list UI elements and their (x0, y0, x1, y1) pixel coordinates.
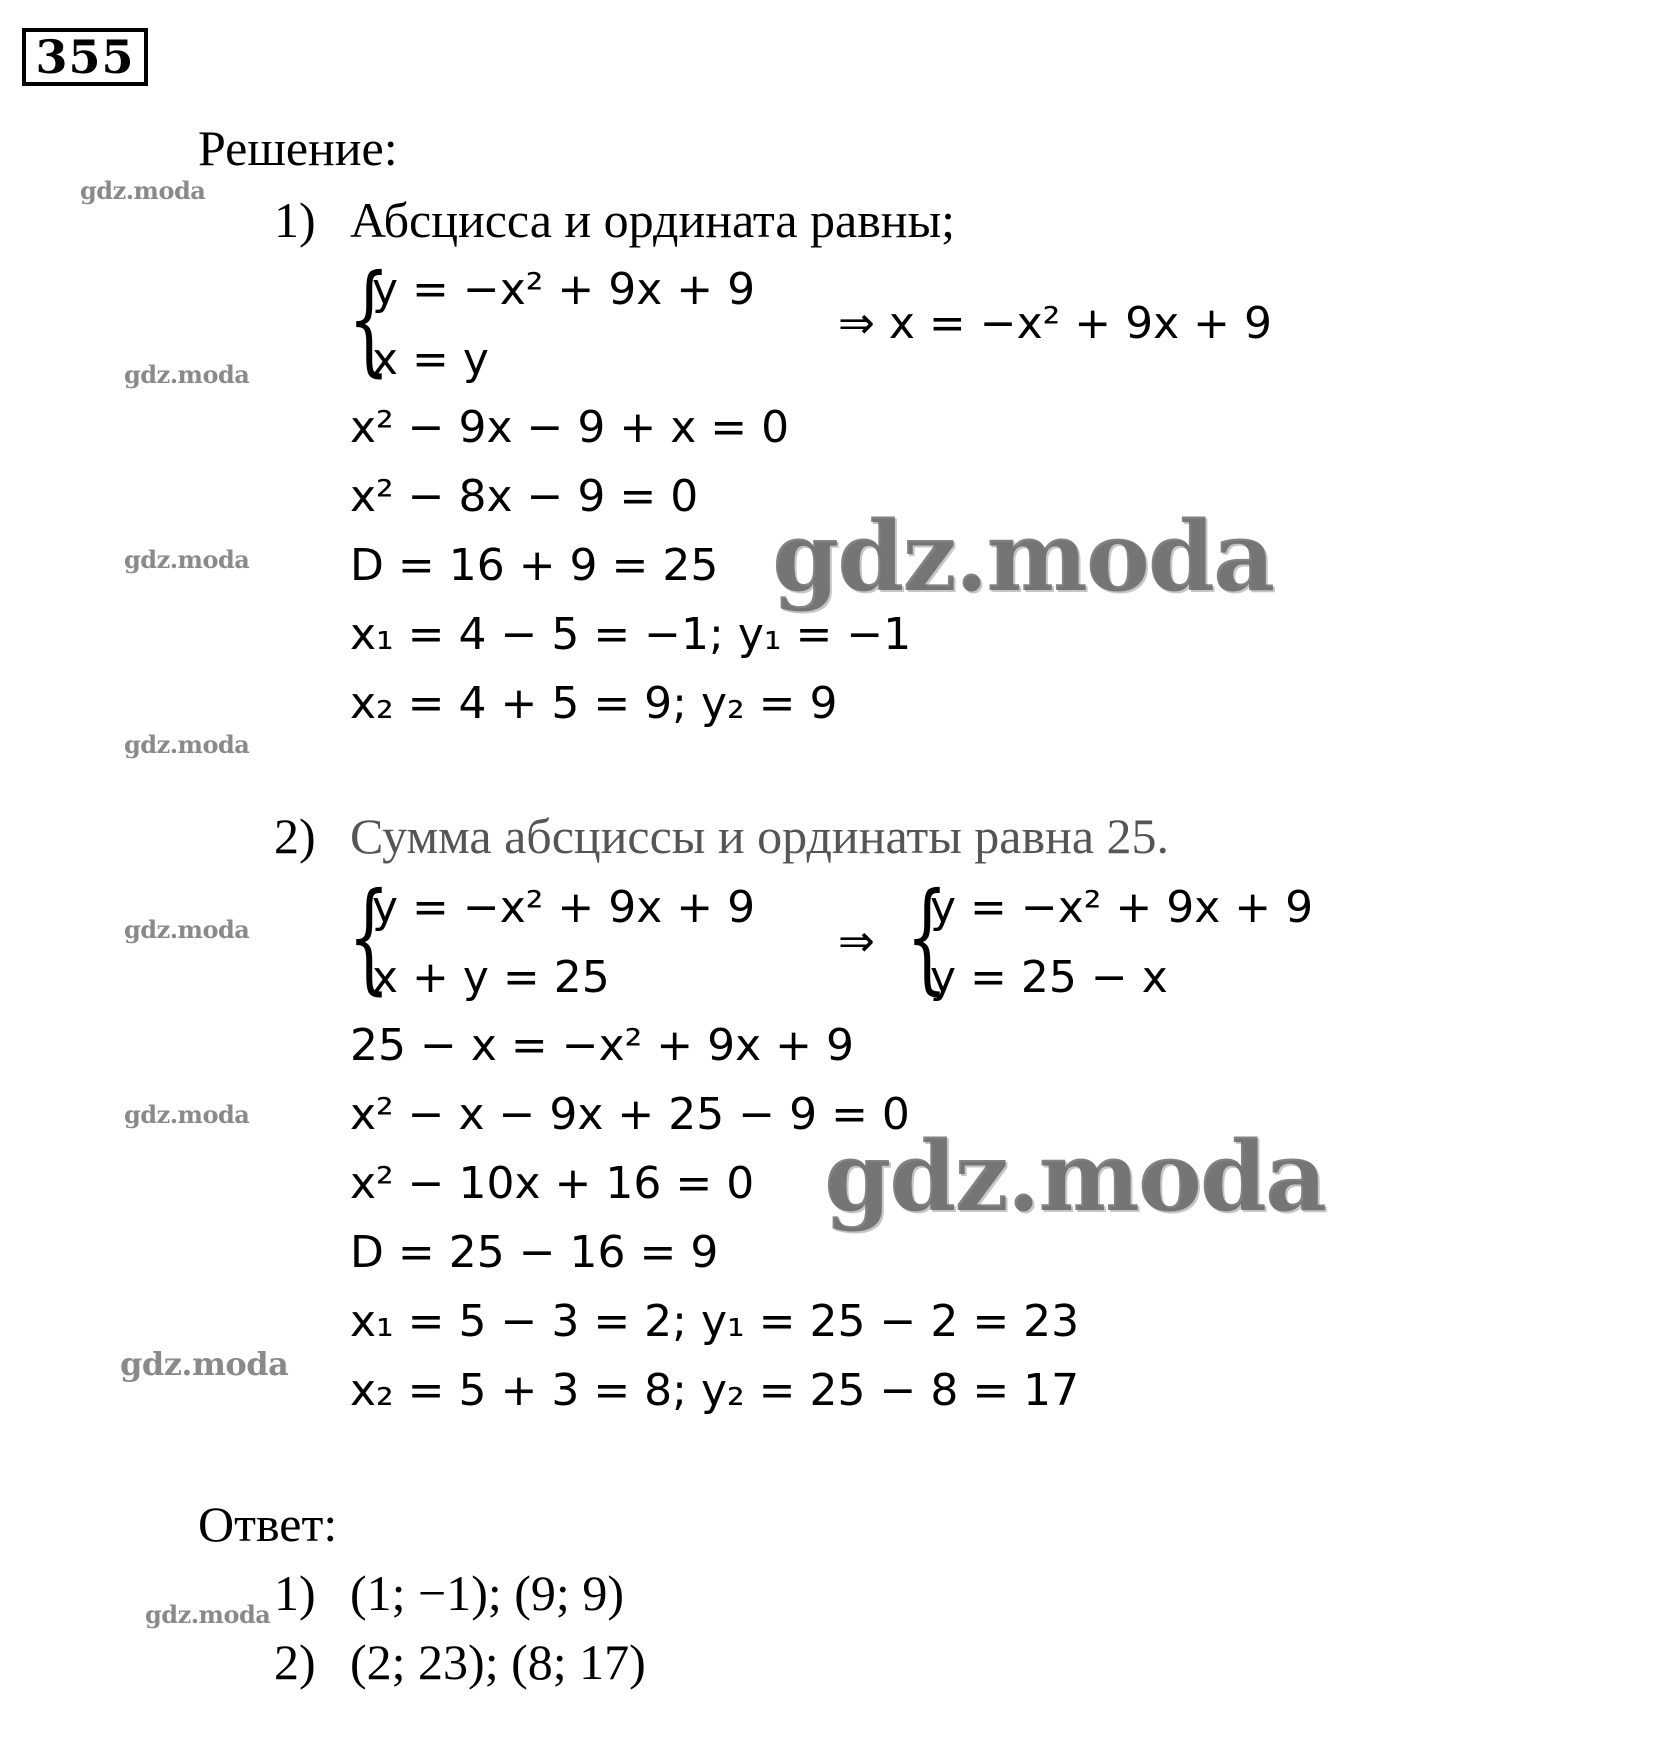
part2-system-eq2: x + y = 25 (372, 952, 610, 1003)
system-brace: { (906, 868, 948, 1007)
part2-system-eq1: y = −x² + 9x + 9 (372, 882, 756, 933)
part2-root2: x₂ = 5 + 3 = 8; y₂ = 25 − 8 = 17 (350, 1365, 1080, 1416)
problem-number: 355 (22, 28, 148, 86)
part2-discriminant: D = 25 − 16 = 9 (350, 1227, 719, 1278)
part1-implies: ⇒ x = −x² + 9x + 9 (838, 298, 1272, 349)
answer-heading: Ответ: (198, 1496, 338, 1552)
part2-root1: x₁ = 5 − 3 = 2; y₁ = 25 − 2 = 23 (350, 1296, 1080, 1347)
answer-item-text: (1; −1); (9; 9) (350, 1565, 624, 1621)
part2-implies: ⇒ (838, 916, 875, 967)
watermark-large: gdz.moda (772, 500, 1274, 613)
watermark: gdz.moda (124, 730, 250, 759)
part1-root1: x₁ = 4 − 5 = −1; y₁ = −1 (350, 609, 912, 660)
part1-step2: x² − 8x − 9 = 0 (350, 471, 699, 522)
part1-system-eq1: y = −x² + 9x + 9 (372, 264, 756, 315)
part2-step3: x² − 10x + 16 = 0 (350, 1158, 755, 1209)
part2-system2-eq1: y = −x² + 9x + 9 (930, 882, 1314, 933)
part2-step1: 25 − x = −x² + 9x + 9 (350, 1020, 854, 1071)
part2-label: 2) (274, 808, 316, 864)
part2-system2-eq2: y = 25 − x (930, 952, 1168, 1003)
part1-title: Абсцисса и ордината равны; (350, 192, 956, 248)
part2-step2: x² − x − 9x + 25 − 9 = 0 (350, 1089, 910, 1140)
watermark: gdz.moda (145, 1600, 271, 1629)
system-brace: { (348, 868, 390, 1007)
watermark: gdz.moda (124, 545, 250, 574)
part2-title: Сумма абсциссы и ординаты равна 25. (350, 808, 1170, 864)
answer-item-label: 2) (274, 1634, 316, 1690)
answer-item-text: (2; 23); (8; 17) (350, 1634, 646, 1690)
watermark: gdz.moda (124, 1100, 250, 1129)
system-brace: { (348, 250, 390, 389)
solution-heading: Решение: (198, 120, 398, 176)
part1-step1: x² − 9x − 9 + x = 0 (350, 402, 790, 453)
part1-discriminant: D = 16 + 9 = 25 (350, 540, 719, 591)
watermark: gdz.moda (124, 360, 250, 389)
part1-system-eq2: x = y (372, 334, 489, 385)
watermark-large: gdz.moda (824, 1120, 1326, 1233)
watermark: gdz.moda (124, 915, 250, 944)
watermark: gdz.moda (120, 1345, 289, 1383)
answer-item-label: 1) (274, 1565, 316, 1621)
part1-label: 1) (274, 192, 316, 248)
watermark: gdz.moda (80, 176, 206, 205)
part1-root2: x₂ = 4 + 5 = 9; y₂ = 9 (350, 678, 838, 729)
